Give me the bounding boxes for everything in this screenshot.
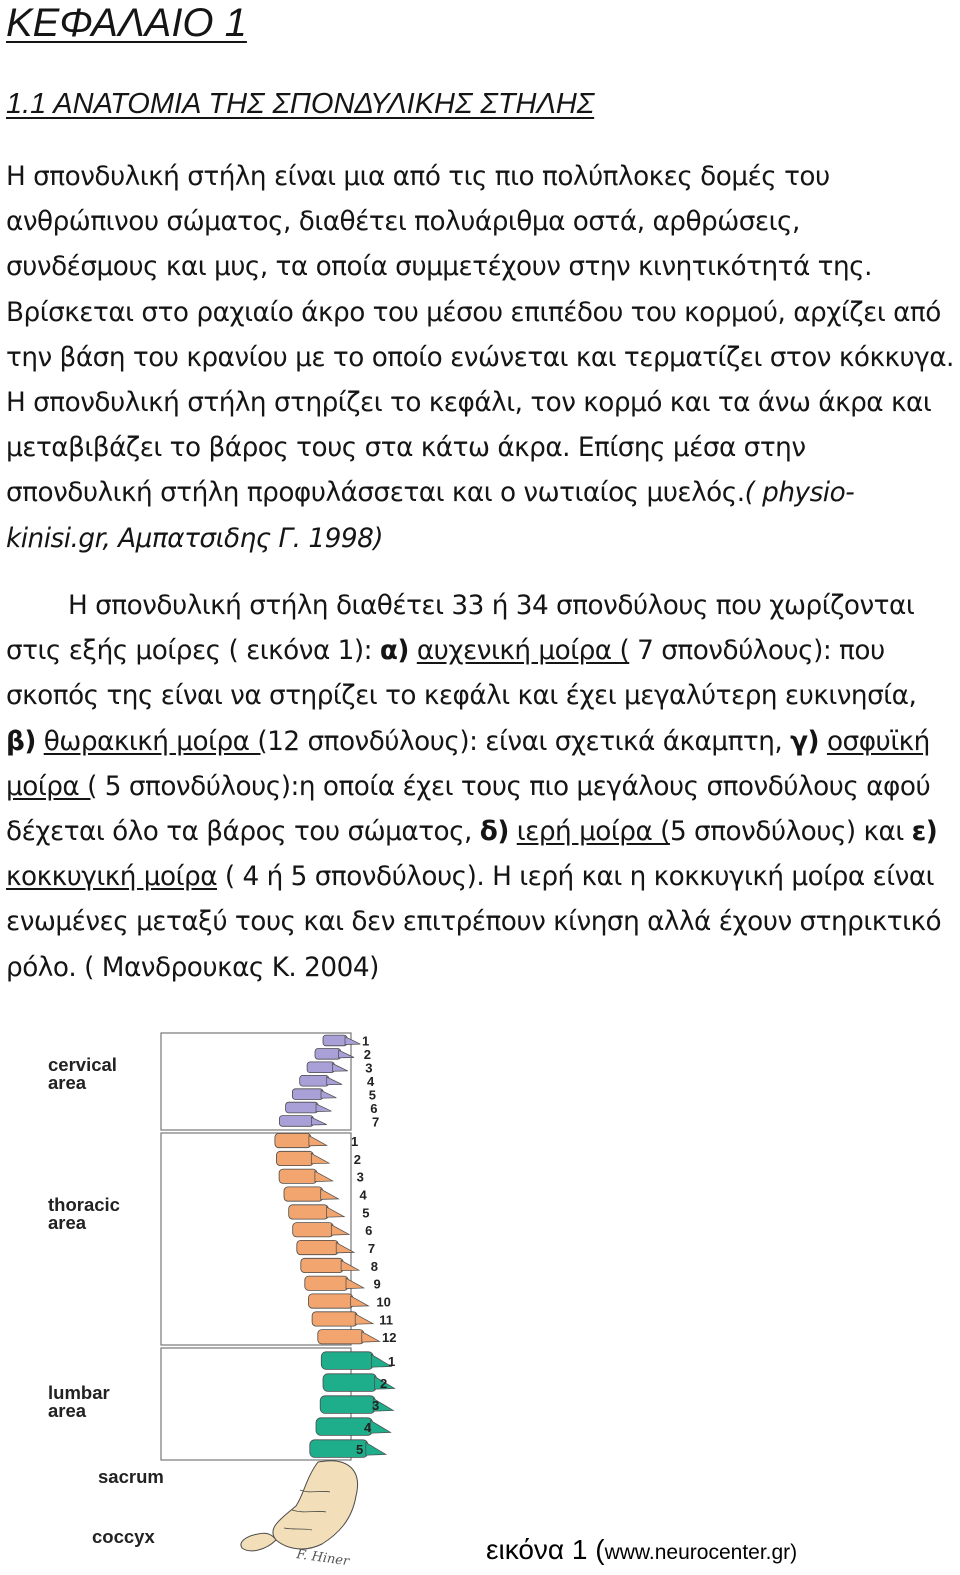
cervical-number-2: 2 (363, 1047, 371, 1063)
cervical-vertebra-6 (286, 1102, 318, 1113)
region-lumbar: οσφυϊκή μοίρα ( (6, 726, 930, 802)
thoracic-number-12: 12 (382, 1330, 397, 1346)
paragraph-anatomy-intro-text: Η σπονδυλική στήλη είναι μια από τις πιο πολύπλοκες δομές του ανθρώπινου σώματος, διαθέτει πολυάριθμα οστά, αρθρώσεις, συνδέσμους και μυς, τα οποία συμμετέχουν στην κινητικότητά της. Βρίσκεται στο ραχιαίο άκρο του μέσου επιπέδου του κορμού, αρχίζει από την βάση του κρανίου με το οποίο ενώνεται και τερματίζει στον κόκκυγα. Η σπονδυλική στήλη στηρίζει το κεφάλι, τον κορμό και τα άνω άκρα και μεταβιβάζει το βάρος τους στα κάτω άκρα. Επίσης μέσα στην σπονδυλική στήλη προφυλάσσεται και ο νωτιαίος μυελός. (6, 162, 954, 509)
cervical-spinous-process-6 (316, 1104, 331, 1112)
thoracic-vertebra-6 (293, 1223, 334, 1237)
regions-text-2: 7 σπονδύλους): που σκοπός της είναι να στηρίζει το κεφάλι και έχει μεγαλύτερη ευκινησία, (6, 636, 917, 712)
cervical-spinous-process-4 (327, 1077, 342, 1085)
lumbar-number-2: 2 (380, 1376, 388, 1391)
thoracic-spinous-process-10 (351, 1296, 369, 1306)
citation-physio: ( physio-kinisi.gr, Αμπατσιδης Γ. 1998) (6, 478, 855, 554)
figure-caption (486, 1533, 797, 1570)
lumbar-number-1: 1 (388, 1354, 396, 1369)
cervical-vertebra-2 (315, 1049, 341, 1060)
thoracic-vertebra-2 (276, 1151, 313, 1165)
vertebra-numbers (351, 1034, 396, 1457)
thoracic-number-6: 6 (365, 1223, 373, 1239)
lumbar-spinous-process-4 (371, 1420, 391, 1433)
thoracic-vertebra-9 (305, 1276, 348, 1290)
thoracic-number-3: 3 (356, 1169, 364, 1185)
vertebrae-group (275, 1035, 395, 1457)
region-cervical: αυχενική μοίρα ( (416, 636, 630, 667)
sacrum-coccyx-group (241, 1461, 358, 1551)
thoracic-number-9: 9 (373, 1276, 381, 1292)
thoracic-vertebra-12 (318, 1330, 364, 1344)
cervical-number-1: 1 (362, 1033, 370, 1049)
label-area-word: area (48, 1212, 87, 1233)
lumbar-vertebra-3 (320, 1396, 375, 1414)
thoracic-vertebra-3 (279, 1169, 317, 1183)
region-sacral: ιερή μοίρα ( (516, 817, 670, 848)
thoracic-spinous-process-2 (311, 1153, 329, 1163)
thoracic-vertebra-8 (301, 1258, 343, 1272)
lumbar-number-4: 4 (364, 1420, 372, 1435)
paragraph-anatomy-intro (6, 155, 954, 562)
thoracic-number-11: 11 (379, 1312, 393, 1328)
thoracic-vertebra-7 (297, 1240, 339, 1254)
thoracic-number-10: 10 (376, 1294, 391, 1310)
thoracic-spinous-process-3 (315, 1171, 333, 1181)
thoracic-spinous-process-12 (362, 1332, 380, 1342)
chapter-title: ΚΕΦΑΛΑΙΟ 1 (6, 1, 247, 45)
thoracic-vertebra-5 (289, 1205, 329, 1219)
thoracic-vertebra-4 (284, 1187, 323, 1201)
label-area-word: area (48, 1072, 87, 1093)
label-cervical-word: cervical (48, 1054, 117, 1075)
paragraph-vertebral-regions (6, 584, 954, 991)
illustrator-signature: F. Hiner (295, 1547, 351, 1570)
cervical-spinous-process-7 (311, 1117, 326, 1125)
lumbar-number-5: 5 (356, 1442, 364, 1457)
regions-text-1: Η σπονδυλική στήλη διαθέτει 33 ή 34 σπονδύλους που χωρίζονται στις εξής μοίρες ( εικόνα 1): (6, 591, 915, 667)
cervical-number-6: 6 (370, 1100, 378, 1116)
label-coccyx: coccyx (92, 1526, 155, 1547)
spine-figure (0, 1020, 960, 1575)
thoracic-vertebra-11 (312, 1312, 357, 1326)
section-title: 1.1 ΑΝΑΤΟΜΙΑ ΤΗΣ ΣΠΟΝΔΥΛΙΚΗΣ ΣΤΗΛΗΣ (6, 88, 595, 120)
lumbar-vertebra-2 (323, 1374, 377, 1392)
label-thoracic-word: thoracic (48, 1194, 120, 1215)
cervical-number-4: 4 (367, 1074, 375, 1089)
thoracic-number-7: 7 (367, 1240, 376, 1256)
thoracic-spinous-process-5 (326, 1207, 344, 1217)
regions-text-4: 5 σπονδύλους):η οποία έχει τους πιο μεγάλους σπονδύλους αφού δέχεται όλο τα βάρος του σώματος, (6, 771, 931, 848)
thoracic-spinous-process-11 (355, 1314, 373, 1324)
cervical-spinous-process-5 (321, 1090, 336, 1098)
thoracic-vertebra-10 (309, 1294, 353, 1308)
thoracic-number-8: 8 (370, 1258, 378, 1274)
cervical-number-7: 7 (372, 1114, 380, 1130)
thoracic-spinous-process-9 (346, 1278, 364, 1288)
cervical-spinous-process-3 (332, 1064, 347, 1072)
thoracic-spinous-process-4 (321, 1189, 339, 1199)
thoracic-number-2: 2 (353, 1151, 362, 1167)
cervical-vertebra-5 (292, 1089, 323, 1100)
thoracic-vertebra-1 (275, 1133, 311, 1147)
spine-diagram (0, 1020, 960, 1575)
cervical-vertebra-1 (323, 1035, 347, 1046)
region-marker-d: δ) (479, 817, 509, 848)
thoracic-spinous-process-6 (331, 1225, 349, 1235)
thoracic-number-5: 5 (362, 1205, 370, 1221)
region-marker-a: α) (379, 636, 409, 667)
cervical-vertebra-7 (279, 1116, 313, 1127)
figure-caption-main: εικόνα 1 ( (486, 1534, 605, 1565)
cervical-number-3: 3 (365, 1060, 373, 1076)
thoracic-number-1: 1 (351, 1133, 359, 1149)
lumbar-spinous-process-5 (366, 1442, 386, 1455)
thoracic-spinous-process-1 (309, 1136, 327, 1146)
label-sacrum: sacrum (98, 1466, 164, 1487)
cervical-vertebra-4 (300, 1075, 329, 1086)
lumbar-number-3: 3 (372, 1398, 380, 1413)
regions-text-6: ( 4 ή 5 σπονδύλους). Η ιερή και η κοκκυγική μοίρα είναι ενωμένες μεταξύ τους και δεν επιτρέπουν κίνηση αλλά έχουν στηρικτικό ρόλο. ( Μανδρουκας Κ. 2004) (6, 862, 942, 983)
coccyx-bone (241, 1533, 276, 1551)
region-marker-c: γ) (790, 726, 820, 757)
lumbar-vertebra-1 (321, 1352, 373, 1370)
region-thoracic: θωρακική μοίρα ( (43, 726, 268, 757)
region-coccygeal: κοκκυγική μοίρα (6, 862, 218, 893)
region-marker-b: β) (6, 726, 36, 757)
cervical-number-5: 5 (368, 1087, 376, 1103)
cervical-spinous-process-1 (345, 1037, 360, 1045)
cervical-vertebra-3 (307, 1062, 334, 1073)
regions-text-5: 5 σπονδύλους) και (669, 817, 912, 848)
regions-text-3: 12 σπονδύλους): είναι σχετικά άκαμπτη, (267, 726, 791, 757)
thoracic-spinous-process-8 (341, 1260, 359, 1270)
figure-caption-source: www.neurocenter.gr) (604, 1541, 798, 1564)
thoracic-number-4: 4 (359, 1187, 367, 1203)
label-lumbar-word: lumbar (48, 1382, 110, 1403)
cervical-spinous-process-2 (339, 1050, 354, 1058)
sacrum-bone (273, 1461, 358, 1549)
label-area-word: area (48, 1400, 87, 1421)
region-marker-e: ε) (911, 817, 938, 848)
